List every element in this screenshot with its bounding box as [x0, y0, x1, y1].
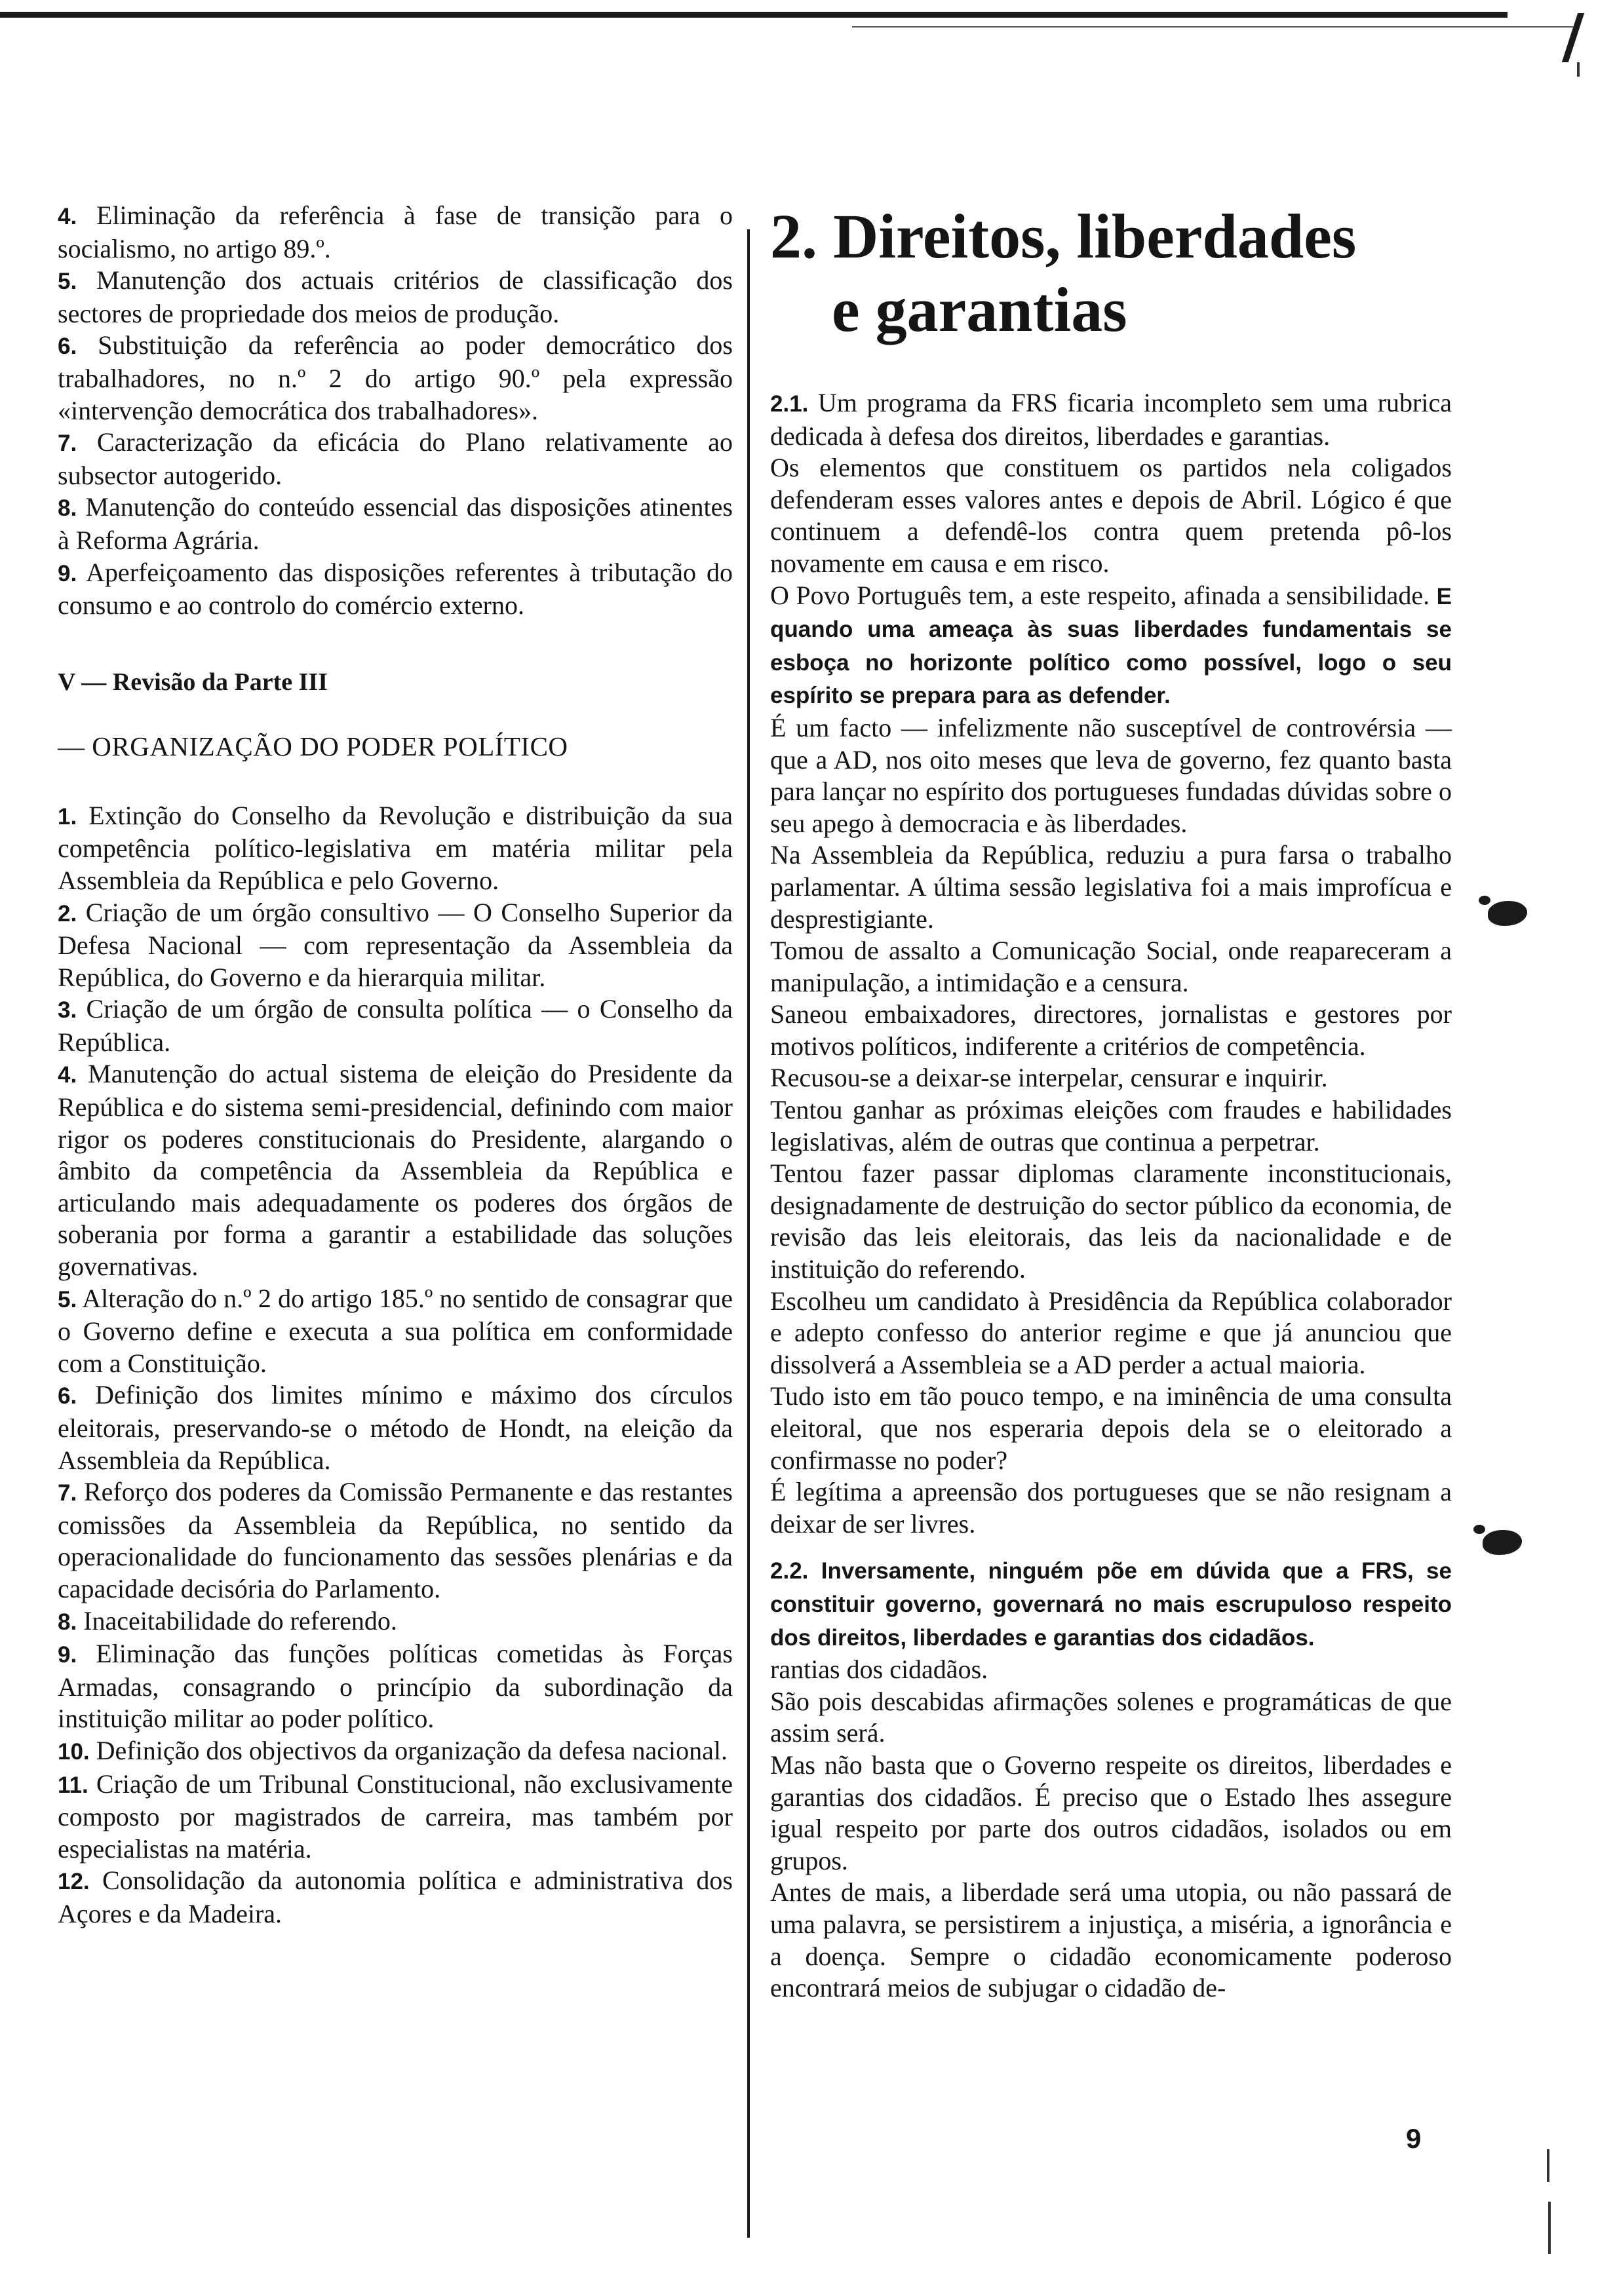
paragraph: Tomou de assalto a Comunicação Social, onde reapareceram a manipulação, a intimidação e a censura.	[770, 936, 1452, 997]
paragraph: Tentou ganhar as próximas eleições com fraudes e habilidades legislativas, além de outras que continua a perpetrar.	[770, 1095, 1452, 1157]
list-item: 5. Manutenção dos actuais critérios de classificação dos sectores de propriedade dos meios de produção.	[58, 265, 733, 328]
list-item: 9. Aperfeiçoamento das disposições referentes à tributação do consumo e ao controlo do comércio externo.	[58, 557, 733, 621]
ink-blot	[1488, 901, 1527, 926]
paragraph: O Povo Português tem, a este respeito, afinada a sensibilidade. E quando uma ameaça às suas liberdades fundamentais se esboça no horizonte político como possível, logo o seu espírito se prepara para as defender.	[770, 580, 1452, 709]
paragraph: Os elementos que constituem os partidos nela coligados defenderam esses valores antes e depois de Abril. Lógico é que continuem a defendê-los contra quem pretenda pô-los novamente em causa e em risco.	[770, 453, 1452, 578]
list-item: 6. Definição dos limites mínimo e máximo dos círculos eleitorais, preservando-se o método de Hondt, na eleição da Assembleia da República.	[58, 1380, 733, 1475]
corner-mark-dot	[1577, 62, 1580, 77]
paragraph: Tentou fazer passar diplomas claramente inconstitucionais, designadamente de destruição do sector público da economia, de revisão das leis eleitorais, das leis da nacionalidade e de instituição do referendo.	[770, 1158, 1452, 1284]
paragraph: Antes de mais, a liberdade será uma utopia, ou não passará de uma palavra, se persistirem a injustiça, a miséria, a ignorância e a doença. Sempre o cidadão economicamente poderoso encontrará meios de subjugar o cidadão de-	[770, 1877, 1452, 2003]
section-heading: V — Revisão da Parte III	[58, 668, 328, 696]
list-item: 3. Criação de um órgão de consulta política — o Conselho da República.	[58, 994, 733, 1057]
paragraph: Recusou-se a deixar-se interpelar, censurar e inquirir.	[770, 1063, 1328, 1093]
corner-mark	[1562, 13, 1584, 62]
list-item: 11. Criação de um Tribunal Constitucional, não exclusivamente composto por magistrados de carreira, mas também por especialistas na matéria.	[58, 1769, 733, 1864]
list-part-ii	[58, 200, 733, 622]
paragraph: Escolheu um candidato à Presidência da República colaborador e adepto confesso do anterior regime e que já anunciou que dissolverá a Assembleia se a AD perder a actual maioria.	[770, 1286, 1452, 1379]
list-item: 4. Eliminação da referência à fase de transição para o socialismo, no artigo 89.º.	[58, 201, 733, 263]
list-item: 9. Eliminação das funções políticas cometidas às Forças Armadas, consagrando o princípio da subordinação da instituição militar ao poder político.	[58, 1639, 733, 1734]
section-2-2	[770, 1554, 1452, 2004]
paragraph: 2.1. Um programa da FRS ficaria incompleto sem uma rubrica dedicada à defesa dos direitos, liberdades e garantias.	[770, 388, 1452, 451]
chapter-title	[770, 200, 1452, 347]
paragraph-bold: 2.2. Inversamente, ninguém põe em dúvida que a FRS, se constituir governo, governará no mais escrupuloso respeito dos direitos, liberdades e garantias dos cidadãos.	[770, 1558, 1452, 1651]
list-item: 5. Alteração do n.º 2 do artigo 185.º no sentido de consagrar que o Governo define e executa a sua política em conformidade com a Constituição.	[58, 1283, 733, 1378]
paragraph: Na Assembleia da República, reduziu a pura farsa o trabalho parlamentar. A última sessão legislativa foi a mais improfícua e desprestigiante.	[770, 840, 1452, 934]
margin-mark	[1548, 2202, 1551, 2254]
top-rule-thin	[852, 26, 1573, 28]
list-item: 7. Reforço dos poderes da Comissão Permanente e das restantes comissões da Assembleia da República, no sentido da operacionalidade do funcionamento das sessões plenárias e da capacidade decisória do Parlamento.	[58, 1477, 733, 1603]
list-item: 10. Definição dos objectivos da organização da defesa nacional.	[58, 1735, 728, 1765]
column-divider	[747, 229, 750, 2238]
section-2-1	[770, 387, 1452, 1540]
paragraph: rantias dos cidadãos.	[770, 1655, 988, 1685]
right-column	[770, 200, 1452, 2004]
chapter-title-line2: e garantias	[832, 275, 1127, 345]
left-column	[58, 200, 733, 1930]
page-number: 9	[1406, 2123, 1422, 2154]
list-item: 7. Caracterização da eficácia do Plano relativamente ao subsector autogerido.	[58, 427, 733, 490]
list-part-iii	[58, 800, 733, 1930]
paragraph: Tudo isto em tão pouco tempo, e na iminência de uma consulta eleitoral, que nos esperaria depois dela se o eleitorado a confirmasse no poder?	[770, 1381, 1452, 1475]
list-item: 6. Substituição da referência ao poder democrático dos trabalhadores, no n.º 2 do artigo 90.º pela expressão «intervenção democrática dos trabalhadores».	[58, 330, 733, 425]
top-rule	[0, 12, 1508, 18]
list-item: 8. Manutenção do conteúdo essencial das disposições atinentes à Reforma Agrária.	[58, 492, 733, 555]
list-item: 8. Inaceitabilidade do referendo.	[58, 1605, 397, 1636]
paragraph: É um facto — infelizmente não susceptível de controvérsia — que a AD, nos oito meses que leva de governo, fez quanto basta para lançar no espírito dos portugueses fundadas dúvidas sobre o seu apego à democracia e às liberdades.	[770, 712, 1452, 838]
ink-blot	[1483, 1530, 1522, 1555]
list-item: 12. Consolidação da autonomia política e administrativa dos Açores e da Madeira.	[58, 1866, 733, 1928]
list-item: 2. Criação de um órgão consultivo — O Conselho Superior da Defesa Nacional — com representação da Assembleia da República, do Governo e da hierarquia militar.	[58, 897, 733, 992]
paragraph: São pois descabidas afirmações solenes e programáticas de que assim será.	[770, 1686, 1452, 1748]
list-item: 4. Manutenção do actual sistema de eleição do Presidente da República e do sistema semi-presidencial, definindo com maior rigor os poderes constitucionais do Presidente, alargando o âmbito da competência da Assembleia da República e articulando mais adequadamente os poderes dos órgãos de soberania por forma a garantir a estabilidade das soluções governativas.	[58, 1059, 733, 1282]
margin-mark	[1547, 2149, 1549, 2182]
paragraph: Mas não basta que o Governo respeite os direitos, liberdades e garantias dos cidadãos. É preciso que o Estado lhes assegure igual respeito por parte dos outros cidadãos, isolados ou em grupos.	[770, 1750, 1452, 1875]
chapter-title-line1: 2. Direitos, liberdades	[770, 201, 1357, 271]
subheading: — ORGANIZAÇÃO DO PODER POLÍTICO	[58, 731, 568, 761]
paragraph: É legítima a apreensão dos portugueses que se não resignam a deixar de ser livres.	[770, 1477, 1452, 1539]
paragraph: Saneou embaixadores, directores, jornalistas e gestores por motivos políticos, indiferente a critérios de competência.	[770, 999, 1452, 1061]
list-item: 1. Extinção do Conselho da Revolução e distribuição da sua competência político-legislativa em matéria militar pela Assembleia da República e pelo Governo.	[58, 800, 733, 895]
